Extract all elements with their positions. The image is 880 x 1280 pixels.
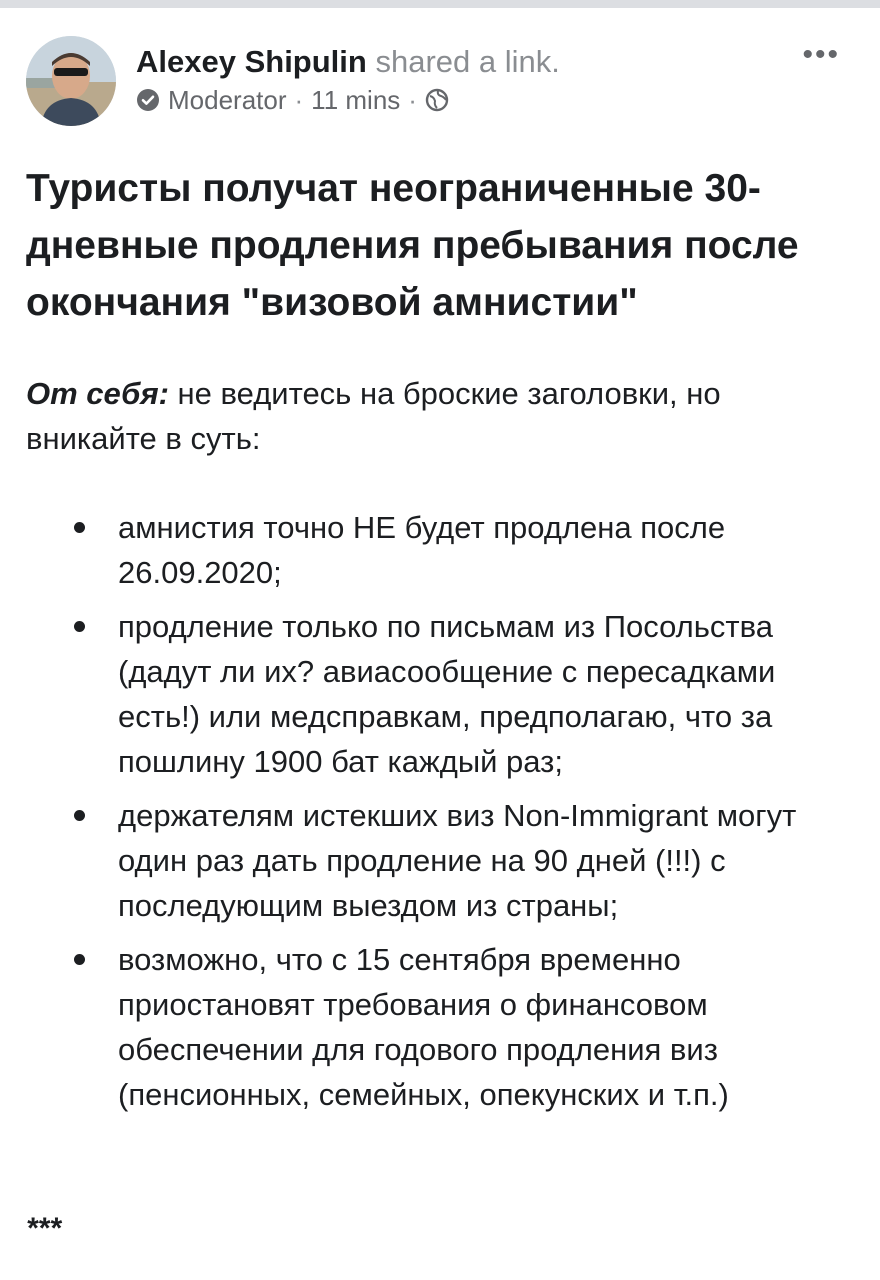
intro-paragraph xyxy=(26,371,846,461)
bullet-dot xyxy=(74,810,85,821)
intro-text: не ведитесь на броские заголовки, но вникайте в суть: xyxy=(26,376,721,456)
author-name-link[interactable]: Alexey Shipulin xyxy=(136,44,367,79)
meta-separator: · xyxy=(294,85,304,115)
bullet-list xyxy=(74,505,854,1126)
more-options-button[interactable]: ••• xyxy=(802,38,840,71)
list-item-text: держателям истекших виз Non-Immigrant могут один раз дать продление на 90 дней (!!!) с последующим выездом из страны; xyxy=(118,798,797,923)
bullet-dot xyxy=(74,621,85,632)
verified-badge-icon xyxy=(136,88,160,112)
list-item xyxy=(74,793,854,928)
post-meta xyxy=(136,84,449,116)
list-item xyxy=(74,505,854,595)
post-timestamp-link[interactable]: 11 mins xyxy=(311,85,401,115)
article-title[interactable]: Туристы получат неограниченные 30-дневные продления пребывания после окончания "визовой амнистии" xyxy=(26,167,799,324)
top-divider-strip xyxy=(0,0,880,8)
section-separator: *** xyxy=(26,1212,62,1245)
bullet-dot xyxy=(74,522,85,533)
meta-separator: · xyxy=(408,85,417,115)
list-item xyxy=(74,604,854,784)
globe-icon[interactable] xyxy=(425,88,449,112)
intro-lead: От себя: xyxy=(26,376,169,411)
post-header xyxy=(26,34,856,130)
list-item-text: возможно, что с 15 сентября временно приостановят требования о финансовом обеспечении для годового продления виз (пенсионных, семейных, опекунских и т.п.) xyxy=(118,942,729,1112)
bullet-dot xyxy=(74,954,85,965)
avatar[interactable] xyxy=(26,36,116,126)
shared-action-text: shared a link. xyxy=(375,44,560,79)
author-line xyxy=(136,44,560,80)
moderator-role-label: Moderator xyxy=(168,85,287,115)
avatar-photo-icon xyxy=(26,36,116,126)
list-item xyxy=(74,937,854,1117)
list-item-text: амнистия точно НЕ будет продлена после 26.09.2020; xyxy=(118,510,726,590)
list-item-text: продление только по письмам из Посольства (дадут ли их? авиасообщение с пересадками есть!) или медсправкам, предполагаю, что за пошлину 1900 бат каждый раз; xyxy=(118,609,776,779)
